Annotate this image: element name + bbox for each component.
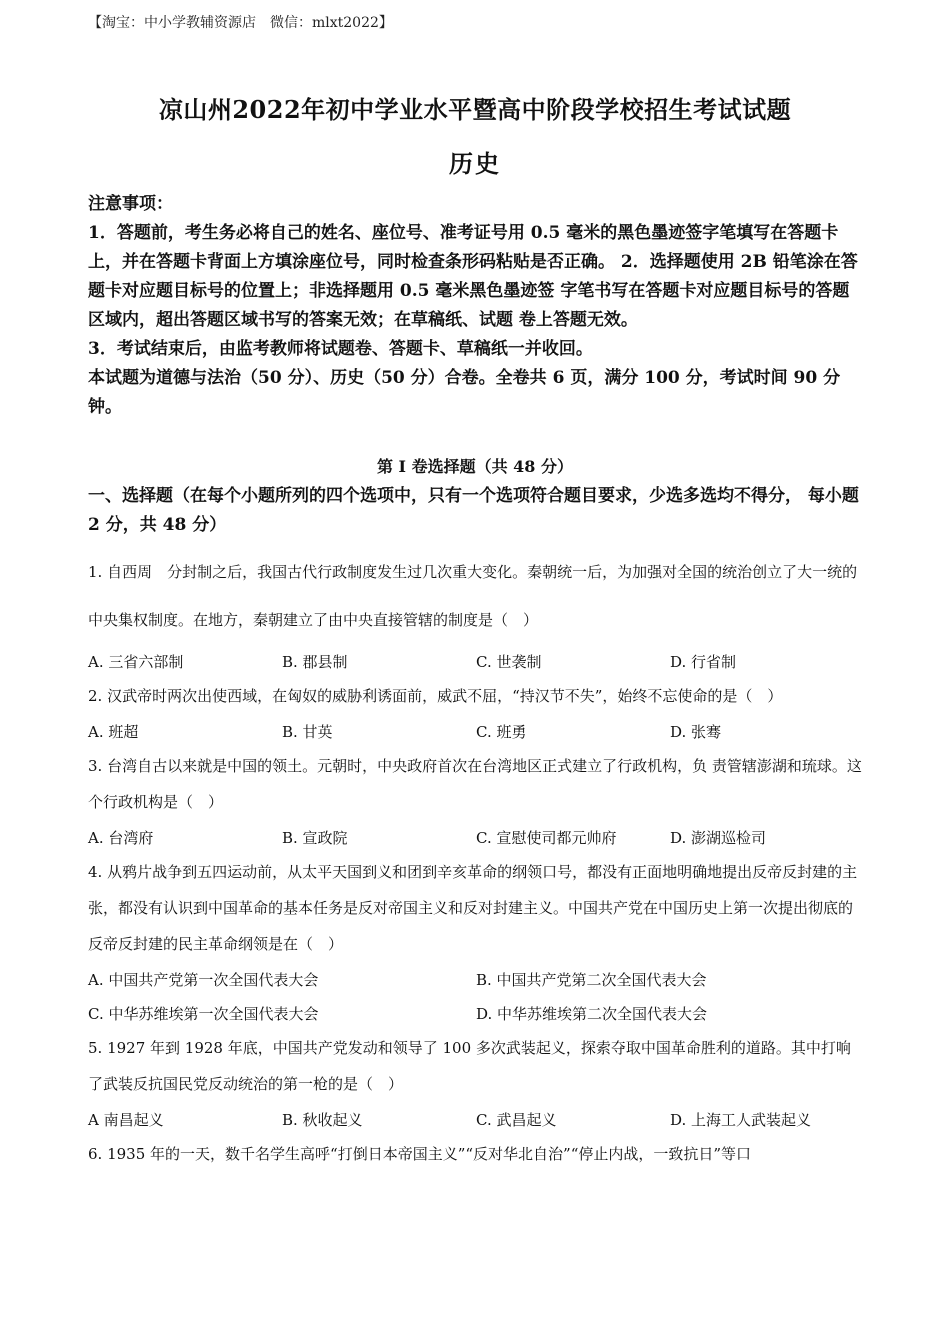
option-b: B. 宣政院 [282, 828, 348, 847]
option-b: B. 秋收起义 [282, 1110, 363, 1129]
notice-item: 本试题为道德与法治（50 分）、历史（50 分）合卷。全卷共 6 页，满分 100 分，考试时间 90 分钟。 [88, 368, 841, 417]
exam-title: 凉山州2022年初中学业水平暨高中阶段学校招生考试试题 [158, 95, 792, 124]
option-row [88, 962, 864, 996]
option-row [88, 820, 864, 854]
option-c: C. 宣慰使司都元帅府 [476, 828, 617, 847]
question-5 [88, 1030, 864, 1136]
option-c: C. 武昌起义 [476, 1110, 557, 1129]
watermark-text: 【淘宝：中小学教辅资源店 微信：mlxt2022】 [88, 15, 393, 31]
option-row [88, 1102, 864, 1136]
question-6 [88, 1136, 864, 1172]
option-a: A 南昌起义 [88, 1110, 164, 1129]
option-b: B. 甘英 [282, 722, 333, 741]
option-a: A. 台湾府 [88, 828, 154, 847]
option-c: C. 班勇 [476, 722, 527, 741]
question-4 [88, 854, 864, 1030]
section-instructions: 一、选择题（在每个小题所列的四个选项中，只有一个选项符合题目要求，少选多选均不得分， 每小题 2 分，共 48 分） [88, 486, 859, 535]
notice-item: 1．答题前，考生务必将自己的姓名、座位号、准考证号用 0.5 毫米的黑色墨迹签字笔填写在答题卡上，并在答题卡背面上方填涂座位号，同时检查条形码粘贴是否正确。 2．选择题使用 2B 铅笔涂在答题卡对应题目标号的位置上；非选择题用 0.5 毫米黑色墨迹签 字笔书写在答题卡对应题目标号的答题区域内，超出答题区域书写的答案无效；在草稿纸、试题 卷上答题无效。 [88, 223, 858, 330]
question-stem: 3. 台湾自古以来就是中国的领土。元朝时，中央政府首次在台湾地区正式建立了行政机构，负 责管辖澎湖和琉球。这个行政机构是（ ） [88, 757, 862, 811]
question-stem: 6. 1935 年的一天，数千名学生高呼“打倒日本帝国主义”“反对华北自治”“停止内战，一致抗日”等口 [88, 1145, 752, 1163]
option-d: D. 中华苏维埃第二次全国代表大会 [476, 1004, 708, 1023]
option-a: A. 三省六部制 [88, 652, 184, 671]
notice-block [88, 190, 864, 422]
option-c: C. 中华苏维埃第一次全国代表大会 [88, 1004, 319, 1023]
notice-heading: 注意事项： [88, 194, 173, 214]
question-stem: 5. 1927 年到 1928 年底，中国共产党发动和领导了 100 多次武装起义，探索夺取中国革命胜利的道路。其中打响了武装反抗国民党反动统治的第一枪的是（ ） [88, 1039, 851, 1093]
question-3 [88, 748, 864, 854]
option-c: C. 世袭制 [476, 652, 542, 671]
option-d: D. 澎湖巡检司 [670, 828, 767, 847]
question-stem: 1. 自西周 分封制之后，我国古代行政制度发生过几次重大变化。秦朝统一后，为加强对全国的统治创立了大一统的中央集权制度。在地方，秦朝建立了由中央直接管辖的制度是（ ） [88, 563, 858, 629]
option-row [88, 714, 864, 748]
option-d: D. 上海工人武装起义 [670, 1110, 812, 1129]
question-1 [88, 548, 864, 678]
subject-title: 历史 [449, 149, 501, 178]
question-2 [88, 678, 864, 748]
question-list [88, 548, 864, 1172]
option-row [88, 996, 864, 1030]
option-b: B. 中国共产党第二次全国代表大会 [476, 970, 707, 989]
option-a: A. 中国共产党第一次全国代表大会 [88, 970, 319, 989]
option-d: D. 行省制 [670, 652, 737, 671]
option-a: A. 班超 [88, 722, 139, 741]
question-stem: 2. 汉武帝时两次出使西域，在匈奴的威胁利诱面前，威武不屈，“持汉节不失”，始终不忘使命的是（ ） [88, 687, 783, 705]
section-title: 第 I 卷选择题（共 48 分） [376, 457, 574, 476]
notice-item: 3．考试结束后，由监考教师将试题卷、答题卡、草稿纸一并收回。 [88, 339, 593, 359]
question-stem: 4. 从鸦片战争到五四运动前，从太平天国到义和团到辛亥革命的纲领口号，都没有正面地明确地提出反帝反封建的主张，都没有认识到中国革命的基本任务是反对帝国主义和反对封建主义。中国共产党在中国历史上第一次提出彻底的反帝反封建的民主革命纲领是在（ ） [88, 863, 858, 953]
option-d: D. 张骞 [670, 722, 722, 741]
option-b: B. 郡县制 [282, 652, 348, 671]
option-row [88, 644, 864, 678]
